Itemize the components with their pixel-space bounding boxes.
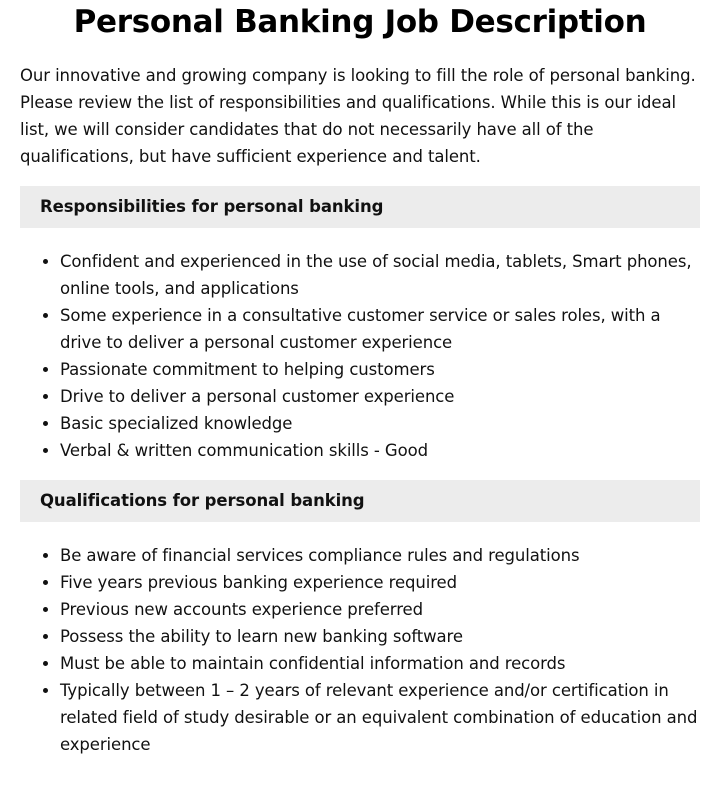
list-item: • Verbal & written communication skills - Good xyxy=(60,437,700,464)
qualifications-heading: Qualifications for personal banking xyxy=(20,480,700,522)
list-item: • Five years previous banking experience required xyxy=(60,569,700,596)
list-item: • Must be able to maintain confidential information and records xyxy=(60,650,700,677)
list-item: • Passionate commitment to helping customers xyxy=(60,356,700,383)
list-item: • Typically between 1 – 2 years of relevant experience and/or certification in related field of study desirable or an equivalent combination of education and experience xyxy=(60,677,700,758)
list-item: • Some experience in a consultative customer service or sales roles, with a drive to deliver a personal customer experience xyxy=(60,302,700,356)
list-item: • Confident and experienced in the use of social media, tablets, Smart phones, online tools, and applications xyxy=(60,248,700,302)
responsibilities-list xyxy=(20,248,700,464)
list-item: • Previous new accounts experience preferred xyxy=(60,596,700,623)
page-title: Personal Banking Job Description xyxy=(73,4,647,40)
list-item: • Possess the ability to learn new banking software xyxy=(60,623,700,650)
list-item: • Drive to deliver a personal customer experience xyxy=(60,383,700,410)
responsibilities-heading: Responsibilities for personal banking xyxy=(20,186,700,228)
list-item: • Basic specialized knowledge xyxy=(60,410,700,437)
list-item: • Be aware of financial services compliance rules and regulations xyxy=(60,542,700,569)
qualifications-list xyxy=(20,542,700,758)
intro-paragraph: Our innovative and growing company is looking to fill the role of personal banking. Please review the list of responsibilities and qualifications. While this is our ideal list, we will consider candidates that do not necessarily have all of the qualifications, but have sufficient experience and talent. xyxy=(20,66,696,166)
